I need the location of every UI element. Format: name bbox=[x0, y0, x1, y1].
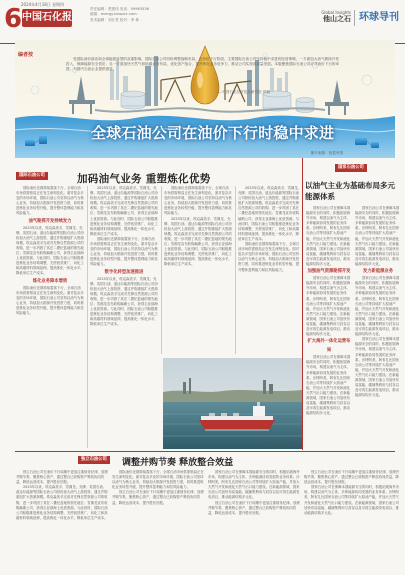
bottom-divider bbox=[15, 451, 395, 452]
hero-title: 全球石油公司在油价下行时稳中求进 bbox=[91, 124, 335, 142]
side-subhead: 扩大海外一体化运营布局 bbox=[307, 339, 351, 354]
side-subhead: 加强油气资源勘探开发 bbox=[307, 269, 351, 275]
main-article-column-2 bbox=[90, 186, 158, 448]
main-article-paragraph: 2023年以来，埃克森美孚、雪佛龙、壳牌、英国石油、道达尔能源等国际石油公司纷纷加大油气上游投资，通过并购重组扩大资源规模。埃克森美孚完成对先锋自然资源公司的收购，进一步巩固了其在二叠纪盆地的领先地位；雪佛龙宣布收购赫斯公司，获得圭亚那海上优质资源。与此同时，国际石油公司积极推进炼化业务结构调整，关停低效炼厂，向化工和高端材料领域延伸，提高炼化一体化水平，降低单位生产成本。 bbox=[90, 276, 158, 327]
editor-note-signature: ——中国石化经济技术研究院 供稿 bbox=[214, 90, 270, 94]
global-insights-label: Global Insights bbox=[321, 10, 351, 15]
main-article-column-1 bbox=[16, 186, 84, 448]
side-article-column-2 bbox=[355, 206, 401, 450]
section-title: 环球导刊 bbox=[354, 10, 399, 26]
bottom-article-paragraph: 独立石油公司在油价下行周期中更加注重财务纪律，放缓并购节奏，聚焦核心资产，通过整合已收购资产释放协同效益，降低运营成本，提升股东回报。 bbox=[16, 470, 108, 485]
bottom-article-column-1 bbox=[16, 470, 108, 570]
side-article-paragraph: 国家石油公司在保障本国能源安全的同时，积极拓展海外市场，构建以油气为主体、多种能源协同发展的业务体系。沙特阿美、阿布扎比国家石油公司等持续扩大原油产能，并加大天然气开发和液化天然气出口能力建设。在新能源领域，国家石油公司加快布局氢能、碳捕集利用与封存以及可再生能源发电项目，推动能源结构多元化。 bbox=[355, 276, 400, 337]
bottom-article-paragraph: 国家石油公司在保障本国能源安全的同时，积极拓展海外市场，构建以油气为主体、多种能源协同发展的业务体系。沙特阿美、阿布扎比国家石油公司等持续扩大原油产能，并加大天然气开发和液化天然气出口能力建设。在新能源领域，国家石油公司加快布局氢能、碳捕集利用与封存以及可再生能源发电项目，推动能源结构多元化。 bbox=[208, 470, 300, 500]
main-article-intro: 国际油价近期持续震荡下行，全球石油市场供需格局正在发生深刻变化。面对复杂多变的市场环境，国际石油公司坚持以油气为核心业务，持续加大勘探开发投资力度，同时推进炼化业务转型升级，提升整体盈利能力和抗风险能力。 bbox=[16, 186, 84, 216]
main-article-column-3 bbox=[164, 186, 232, 354]
main-article-paragraph: 2023年以来，埃克森美孚、雪佛龙、壳牌、英国石油、道达尔能源等国际石油公司纷纷加大油气上游投资，通过并购重组扩大资源规模。埃克森美孚完成对先锋自然资源公司的收购，进一步巩固了其在二叠纪盆地的领先地位；雪佛龙宣布收购赫斯公司，获得圭亚那海上优质资源。与此同时，国际石油公司积极推进炼化业务结构调整，关停低效炼厂，向化工和高端材料领域延伸，提高炼化一体化水平，降低单位生产成本。 bbox=[16, 225, 84, 276]
bottom-article-column-2 bbox=[112, 470, 204, 570]
side-column-border bbox=[302, 158, 303, 450]
main-article-paragraph: 国际油价近期持续震荡下行，全球石油市场供需格局正在发生深刻变化。面对复杂多变的市场环境，国际石油公司坚持以油气为核心业务，持续加大勘探开发投资力度，同时推进炼化业务转型升级，提升整体盈利能力和抗风险能力。 bbox=[90, 236, 158, 267]
page-number: 6 bbox=[4, 4, 23, 34]
bottom-article-paragraph: 独立石油公司在油价下行周期中更加注重财务纪律，放缓并购节奏，聚焦核心资产，通过整合已收购资产释放协同效益，降低运营成本，提升股东回报。 bbox=[208, 500, 300, 515]
side-article-headline: 以油气主业为基础布局多元能源体系 bbox=[305, 181, 395, 201]
bottom-article-column-4 bbox=[304, 470, 400, 570]
side-article-column-1 bbox=[306, 206, 352, 450]
editor-note-text: 受国际油价波动和全球能源转型的双重影响，国际石油公司纷纷调整战略布局。在油价下行阶段，主要国际石油公司坚持稳中求进的经营策略，一方面加大油气勘探开发投入，保障能源安全供应；另一方面加快天然气和低碳业务布局，优化资产组合，提升炼化业务竞争力，推动公司实现高质量发展。本版聚焦国际石油公司应对油价下行的举措，为国内石油企业提供借鉴。 bbox=[66, 57, 340, 72]
side-article-paragraph: 国家石油公司在保障本国能源安全的同时，积极拓展海外市场，构建以油气为主体、多种能源协同发展的业务体系。沙特阿美、阿布扎比国家石油公司等持续扩大原油产能，并加大天然气开发和液化天然气出口能力建设。在新能源领域，国家石油公司加快布局氢能、碳捕集利用与封存以及可再生能源发电项目，推动能源结构多元化。 bbox=[355, 337, 400, 398]
column-label bbox=[321, 10, 351, 24]
editor-credit-line: 美术编辑：刘长君 校对：李 林 bbox=[90, 17, 140, 22]
main-article-column-4 bbox=[238, 186, 302, 354]
side-article-paragraph: 国家石油公司在保障本国能源安全的同时，积极拓展海外市场，构建以油气为主体、多种能源协同发展的业务体系。沙特阿美、阿布扎比国家石油公司等持续扩大原油产能，并加大天然气开发和液化天然气出口能力建设。在新能源领域，国家石油公司加快布局氢能、碳捕集利用与封存以及可再生能源发电项目，推动能源结构多元化。 bbox=[306, 206, 351, 267]
editor-note-label: 编者按 bbox=[18, 52, 34, 58]
main-article-paragraph: 2023年以来，埃克森美孚、雪佛龙、壳牌、英国石油、道达尔能源等国际石油公司纷纷加大油气上游投资，通过并购重组扩大资源规模。埃克森美孚完成对先锋自然资源公司的收购，进一步巩固了其在二叠纪盆地的领先地位；雪佛龙宣布收购赫斯公司，获得圭亚那海上优质资源。与此同时，国际石油公司积极推进炼化业务结构调整，关停低效炼厂，向化工和高端材料领域延伸，提高炼化一体化水平，降低单位生产成本。 bbox=[90, 186, 158, 236]
column-divider bbox=[235, 186, 236, 354]
side-article-tag: 国家石油公司 bbox=[335, 164, 367, 172]
main-article-paragraph: 国际油价近期持续震荡下行，全球石油市场供需格局正在发生深刻变化。面对复杂多变的市场环境，国际石油公司坚持以油气为核心业务，持续加大勘探开发投资力度，同时推进炼化业务转型升级，提升整体盈利能力和抗风险能力。 bbox=[164, 186, 232, 216]
hero-photo-credit: 图片来源：视觉中国 bbox=[310, 151, 343, 155]
tanker-photo bbox=[163, 358, 302, 449]
photo-credit: 图片来源：视觉中国 bbox=[263, 442, 296, 446]
masthead bbox=[0, 0, 405, 44]
column-divider bbox=[161, 186, 162, 354]
editor-credits bbox=[90, 7, 250, 23]
main-article-paragraph: 国际油价近期持续震荡下行，全球石油市场供需格局正在发生深刻变化。面对复杂多变的市场环境，国际石油公司坚持以油气为核心业务，持续加大勘探开发投资力度，同时推进炼化业务转型升级，提升整体盈利能力和抗风险能力。 bbox=[238, 242, 300, 272]
main-subhead: 炼化业务降本增效 bbox=[32, 278, 68, 284]
editor-note bbox=[66, 57, 340, 95]
bottom-article-column-3 bbox=[208, 470, 300, 570]
tanker-ship-image bbox=[163, 358, 302, 449]
main-article-paragraph: 2023年以来，埃克森美孚、雪佛龙、壳牌、英国石油、道达尔能源等国际石油公司纷纷加大油气上游投资，通过并购重组扩大资源规模。埃克森美孚完成对先锋自然资源公司的收购，进一步巩固了其在二叠纪盆地的领先地位；雪佛龙宣布收购赫斯公司，获得圭亚那海上优质资源。与此同时，国际石油公司积极推进炼化业务结构调整，关停低效炼厂，向化工和高端材料领域延伸，提高炼化一体化水平，降低单位生产成本。 bbox=[164, 216, 232, 267]
paper-name-logo: 中国石化报 bbox=[22, 9, 72, 27]
section-header bbox=[321, 10, 399, 26]
bottom-article-paragraph: 独立石油公司在油价下行周期中更加注重财务纪律，放缓并购节奏，聚焦核心资产，通过整合已收购资产释放协同效益，降低运营成本，提升股东回报。 bbox=[304, 470, 400, 485]
main-subhead: 油气勘探开发持续发力 bbox=[28, 218, 72, 224]
bottom-article-paragraph: 2023年以来，埃克森美孚、雪佛龙、壳牌、英国石油、道达尔能源等国际石油公司纷纷加大油气上游投资，通过并购重组扩大资源规模。埃克森美孚完成对先锋自然资源公司的收购，进一步巩固了其在二叠纪盆地的领先地位；雪佛龙宣布收购赫斯公司，获得圭亚那海上优质资源。与此同时，国际石油公司积极推进炼化业务结构调整，关停低效炼厂，向化工和高端材料领域延伸，提高炼化一体化水平，降低单位生产成本。 bbox=[16, 485, 108, 520]
main-article-tag: 国际石油公司 bbox=[16, 172, 48, 180]
side-article-paragraph: 国家石油公司在保障本国能源安全的同时，积极拓展海外市场，构建以油气为主体、多种能源协同发展的业务体系。沙特阿美、阿布扎比国家石油公司等持续扩大原油产能，并加大天然气开发和液化天然气出口能力建设。在新能源领域，国家石油公司加快布局氢能、碳捕集利用与封存以及可再生能源发电项目，推动能源结构多元化。 bbox=[355, 206, 400, 267]
bottom-article-paragraph: 国家石油公司在保障本国能源安全的同时，积极拓展海外市场，构建以油气为主体、多种能源协同发展的业务体系。沙特阿美、阿布扎比国家石油公司等持续扩大原油产能，并加大天然气开发和液化天然气出口能力建设。在新能源领域，国家石油公司加快布局氢能、碳捕集利用与封存以及可再生能源发电项目，推动能源结构多元化。 bbox=[304, 485, 400, 515]
issue-date: 2024年4月18日 星期四 bbox=[21, 2, 65, 7]
bottom-article-tag: 独立石油公司 bbox=[78, 456, 110, 464]
editor-credit-line: 责任编辑：贾建伟 电话：59963536 bbox=[90, 7, 149, 11]
editor-credit-line: 邮箱：energy.sinopec.com bbox=[90, 12, 137, 17]
column-divider bbox=[87, 186, 88, 448]
main-article-headline: 加码油气业务 重塑炼化优势 bbox=[77, 173, 211, 185]
main-article-paragraph: 2023年以来，埃克森美孚、雪佛龙、壳牌、英国石油、道达尔能源等国际石油公司纷纷加大油气上游投资，通过并购重组扩大资源规模。埃克森美孚完成对先锋自然资源公司的收购，进一步巩固了其在二叠纪盆地的领先地位；雪佛龙宣布收购赫斯公司，获得圭亚那海上优质资源。与此同时，国际石油公司积极推进炼化业务结构调整，关停低效炼厂，向化工和高端材料领域延伸，提高炼化一体化水平，降低单位生产成本。 bbox=[238, 186, 302, 241]
bottom-article-headline: 调整并购节奏 释放整合效益 bbox=[122, 458, 234, 468]
bottom-article-paragraph: 独立石油公司在油价下行周期中更加注重财务纪律，放缓并购节奏，聚焦核心资产，通过整合已收购资产释放协同效益，降低运营成本，提升股东回报。 bbox=[112, 490, 204, 505]
main-article-paragraph: 国际油价近期持续震荡下行，全球石油市场供需格局正在发生深刻变化。面对复杂多变的市场环境，国际石油公司坚持以油气为核心业务，持续加大勘探开发投资力度，同时推进炼化业务转型升级，提升整体盈利能力和抗风险能力。 bbox=[16, 285, 84, 315]
side-article-paragraph: 国家石油公司在保障本国能源安全的同时，积极拓展海外市场，构建以油气为主体、多种能源协同发展的业务体系。沙特阿美、阿布扎比国家石油公司等持续扩大原油产能，并加大天然气开发和液化天然气出口能力建设。在新能源领域，国家石油公司加快布局氢能、碳捕集利用与封存以及可再生能源发电项目，推动能源结构多元化。 bbox=[306, 355, 351, 416]
bottom-article-paragraph: 国际油价近期持续震荡下行，全球石油市场供需格局正在发生深刻变化。面对复杂多变的市场环境，国际石油公司坚持以油气为核心业务，持续加大勘探开发投资力度，同时推进炼化业务转型升级，提升整体盈利能力和抗风险能力。 bbox=[112, 470, 204, 490]
main-subhead: 数字化转型加速推进 bbox=[104, 269, 144, 275]
side-subhead: 发力新能源业务 bbox=[362, 269, 394, 275]
side-article-paragraph: 国家石油公司在保障本国能源安全的同时，积极拓展海外市场，构建以油气为主体、多种能源协同发展的业务体系。沙特阿美、阿布扎比国家石油公司等持续扩大原油产能，并加大天然气开发和液化天然气出口能力建设。在新能源领域，国家石油公司加快布局氢能、碳捕集利用与封存以及可再生能源发电项目，推动能源结构多元化。 bbox=[306, 276, 351, 337]
column-name: 他山之石 bbox=[323, 15, 351, 23]
